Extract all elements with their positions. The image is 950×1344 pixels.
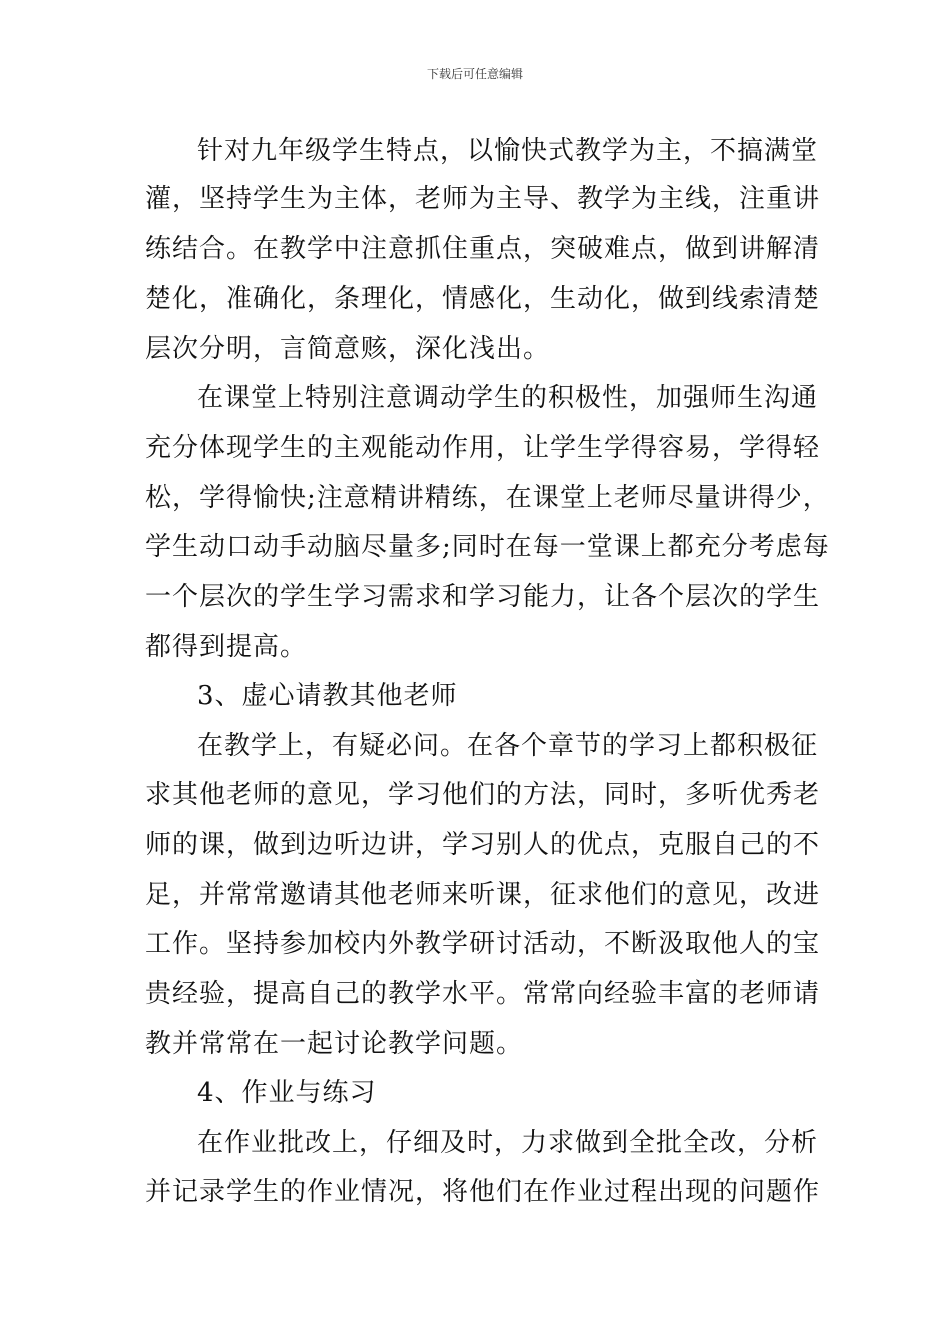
page-header: 下载后可任意编辑 xyxy=(426,67,523,81)
text-line: 学生动口动手动脑尽量多;同时在每一堂课上都充分考虑每 xyxy=(145,532,830,562)
text-line: 灌，坚持学生为主体，老师为主导、教学为主线，注重讲 xyxy=(145,184,821,214)
section-heading: 3、虚心请教其他老师 xyxy=(197,681,458,711)
section-heading: 4、作业与练习 xyxy=(197,1078,377,1108)
text-line: 一个层次的学生学习需求和学习能力，让各个层次的学生 xyxy=(145,582,821,612)
text-line: 练结合。在教学中注意抓住重点，突破难点，做到讲解清 xyxy=(145,234,821,264)
text-line: 贵经验，提高自己的教学水平。常常向经验丰富的老师请 xyxy=(145,979,821,1009)
text-line: 针对九年级学生特点，以愉快式教学为主，不搞满堂 xyxy=(197,136,819,166)
text-line: 层次分明，言简意赅，深化浅出。 xyxy=(145,334,551,364)
text-line: 并记录学生的作业情况，将他们在作业过程出现的问题作 xyxy=(145,1177,821,1207)
text-line: 在作业批改上，仔细及时，力求做到全批全改，分析 xyxy=(197,1128,819,1158)
text-line: 工作。坚持参加校内外教学研讨活动，不断汲取他人的宝 xyxy=(145,929,821,959)
text-line: 都得到提高。 xyxy=(145,632,308,662)
text-line: 充分体现学生的主观能动作用，让学生学得容易，学得轻 xyxy=(145,433,821,463)
text-line: 师的课，做到边听边讲，学习别人的优点，克服自己的不 xyxy=(145,830,821,860)
text-line: 楚化，准确化，条理化，情感化，生动化，做到线索清楚 xyxy=(145,284,821,314)
text-line: 足，并常常邀请其他老师来听课，征求他们的意见，改进 xyxy=(145,880,821,910)
text-line: 教并常常在一起讨论教学问题。 xyxy=(145,1029,524,1059)
text-line: 求其他老师的意见，学习他们的方法，同时，多听优秀老 xyxy=(145,780,821,810)
text-line: 在教学上，有疑必问。在各个章节的学习上都积极征 xyxy=(197,731,819,761)
text-line: 在课堂上特别注意调动学生的积极性，加强师生沟通 xyxy=(197,383,819,413)
text-line: 松，学得愉快;注意精讲精练，在课堂上老师尽量讲得少， xyxy=(145,483,830,513)
